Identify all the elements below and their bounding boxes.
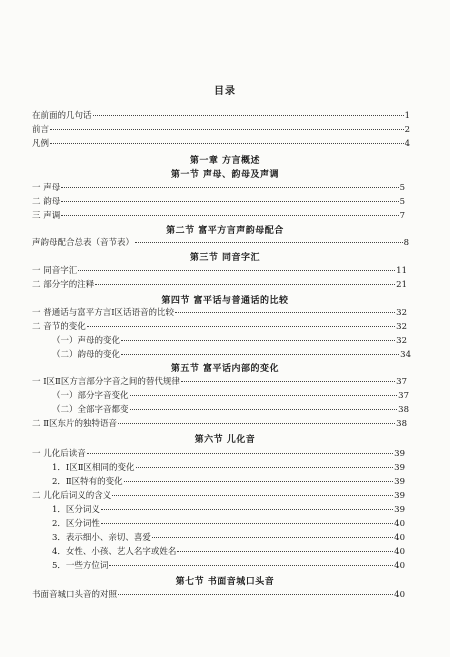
toc-entry-text: 2．Ⅱ区特有的变化 [52, 477, 123, 487]
toc-entry-page: 40 [394, 547, 405, 557]
toc-entry [52, 518, 405, 530]
toc-entry-text: 2．区分词性 [52, 519, 100, 529]
toc-entry [52, 476, 405, 488]
section-heading: 第七节 书面音城口头音 [175, 577, 275, 587]
dot-leader [50, 129, 404, 130]
section-heading: 第一节 声母、韵母及声调 [170, 170, 280, 180]
toc-entry-text: 1．区分词义 [52, 505, 100, 515]
toc-entry-text: 二 韵母 [32, 197, 61, 207]
toc-entry-page: 38 [398, 405, 409, 415]
dot-leader [95, 284, 395, 285]
dot-leader [130, 395, 398, 396]
toc-entry-page: 32 [396, 322, 407, 332]
dot-leader [136, 467, 394, 468]
dot-leader [175, 312, 395, 313]
toc-entry-text: 一 儿化后读音 [32, 449, 86, 459]
dot-leader [61, 201, 398, 202]
toc-entry-page: 34 [400, 350, 411, 360]
toc-title: 目录 [214, 86, 236, 97]
section-heading: 第三节 同音字汇 [189, 253, 261, 263]
toc-entry-page: 39 [394, 463, 405, 473]
dot-leader [130, 409, 398, 410]
toc-entry-front [32, 124, 410, 136]
toc-entry-page: 40 [394, 519, 405, 529]
toc-entry [32, 589, 405, 601]
toc-entry-text: 一 同音字汇 [32, 266, 78, 276]
dot-leader [50, 143, 404, 144]
toc-entry [52, 390, 409, 402]
dot-leader [152, 537, 393, 538]
toc-entry-text: 在前面的几句话 [32, 111, 92, 121]
toc-entry-page: 32 [396, 336, 407, 346]
dot-leader [177, 551, 393, 552]
toc-entry-page: 21 [396, 280, 407, 290]
toc-entry [32, 196, 405, 208]
toc-entry-page: 39 [394, 477, 405, 487]
dot-leader [61, 187, 398, 188]
toc-entry-text: 1．Ⅰ区Ⅱ区相同的变化 [52, 463, 135, 473]
toc-entry-text: 5．一些方位词 [52, 561, 109, 571]
toc-entry-page: 39 [394, 449, 405, 459]
toc-entry [32, 237, 409, 249]
dot-leader [61, 215, 398, 216]
dot-leader [109, 565, 393, 566]
toc-entry-page: 8 [403, 238, 409, 248]
toc-entry-page: 4 [404, 139, 410, 149]
toc-entry [52, 504, 405, 516]
toc-entry [32, 376, 407, 388]
toc-entry-text: 三 声调 [32, 211, 61, 221]
dot-leader [135, 242, 403, 243]
toc-entry-text: 二 儿化后词义的含义 [32, 491, 112, 501]
dot-leader [78, 270, 395, 271]
toc-entry-page: 40 [394, 590, 405, 600]
toc-entry-page: 40 [394, 533, 405, 543]
toc-entry-text: 前言 [32, 125, 50, 135]
toc-entry-text: 二 部分字的注释 [32, 280, 95, 290]
toc-entry [32, 418, 407, 430]
toc-entry-page: 1 [404, 111, 410, 121]
section-heading: 第二节 富平方言声韵母配合 [166, 226, 284, 236]
dot-leader [181, 381, 395, 382]
dot-leader [121, 340, 395, 341]
toc-entry [32, 279, 407, 291]
dot-leader [118, 423, 395, 424]
toc-entry-text: 二 Ⅱ区东片的独特语音 [32, 419, 117, 429]
toc-entry [52, 404, 409, 416]
toc-entry [32, 210, 405, 222]
toc-entry-text: （二）韵母的变化 [52, 350, 121, 360]
toc-entry [52, 560, 405, 572]
toc-entry-text: 一 声母 [32, 183, 61, 193]
toc-entry-page: 39 [394, 491, 405, 501]
toc-entry-text: 声韵母配合总表（音节表） [32, 238, 135, 248]
toc-entry [32, 307, 407, 319]
toc-entry-page: 5 [399, 197, 405, 207]
toc-entry-page: 37 [396, 377, 407, 387]
toc-entry-text: 书面音城口头音的对照 [32, 590, 118, 600]
toc-entry-page: 5 [399, 183, 405, 193]
toc-entry-page: 39 [394, 505, 405, 515]
dot-leader [118, 594, 393, 595]
toc-entry-text: （一）部分字音变化 [52, 391, 129, 401]
toc-entry-text: 一 Ⅰ区Ⅱ区方言部分字音之间的替代规律 [32, 377, 180, 387]
toc-entry-page: 11 [396, 266, 407, 276]
toc-entry-text: 凡例 [32, 139, 50, 149]
toc-entry [52, 335, 407, 347]
dot-leader [124, 481, 393, 482]
dot-leader [101, 509, 393, 510]
toc-entry-text: （二）全部字音都变 [52, 405, 129, 415]
toc-entry-text: （一）声母的变化 [52, 336, 121, 346]
toc-entry-text: 3．表示细小、亲切、喜爱 [52, 533, 151, 543]
dot-leader [87, 326, 395, 327]
toc-entry [32, 321, 407, 333]
toc-entry-page: 2 [404, 125, 410, 135]
toc-entry [32, 182, 405, 194]
toc-entry [32, 265, 407, 277]
toc-entry-page: 37 [398, 391, 409, 401]
dot-leader [93, 115, 404, 116]
toc-entry-page: 40 [394, 561, 405, 571]
toc-entry [52, 462, 405, 474]
section-heading: 第四节 富平话与普通话的比较 [161, 296, 289, 306]
toc-entry-text: 二 音节的变化 [32, 322, 86, 332]
toc-entry-text: 一 普通话与富平方言Ⅰ区话语音的比较 [32, 308, 175, 318]
toc-entry-page: 7 [399, 211, 405, 221]
toc-entry [32, 490, 405, 502]
toc-entry-page: 38 [396, 419, 407, 429]
toc-entry [52, 532, 405, 544]
toc-entry-front [32, 138, 410, 150]
section-heading: 第五节 富平话内部的变化 [170, 364, 280, 374]
dot-leader [101, 523, 393, 524]
section-heading: 第六节 儿化音 [194, 435, 256, 445]
toc-entry [52, 349, 411, 361]
dot-leader [112, 495, 393, 496]
dot-leader [87, 453, 393, 454]
toc-entry-text: 4．女性、小孩、艺人名字或姓名 [52, 547, 177, 557]
toc-entry-front [32, 110, 410, 122]
toc-entry-page: 32 [396, 308, 407, 318]
toc-entry [32, 448, 405, 460]
chapter-heading: 第一章 方言概述 [189, 156, 261, 166]
dot-leader [121, 354, 399, 355]
toc-entry [52, 546, 405, 558]
